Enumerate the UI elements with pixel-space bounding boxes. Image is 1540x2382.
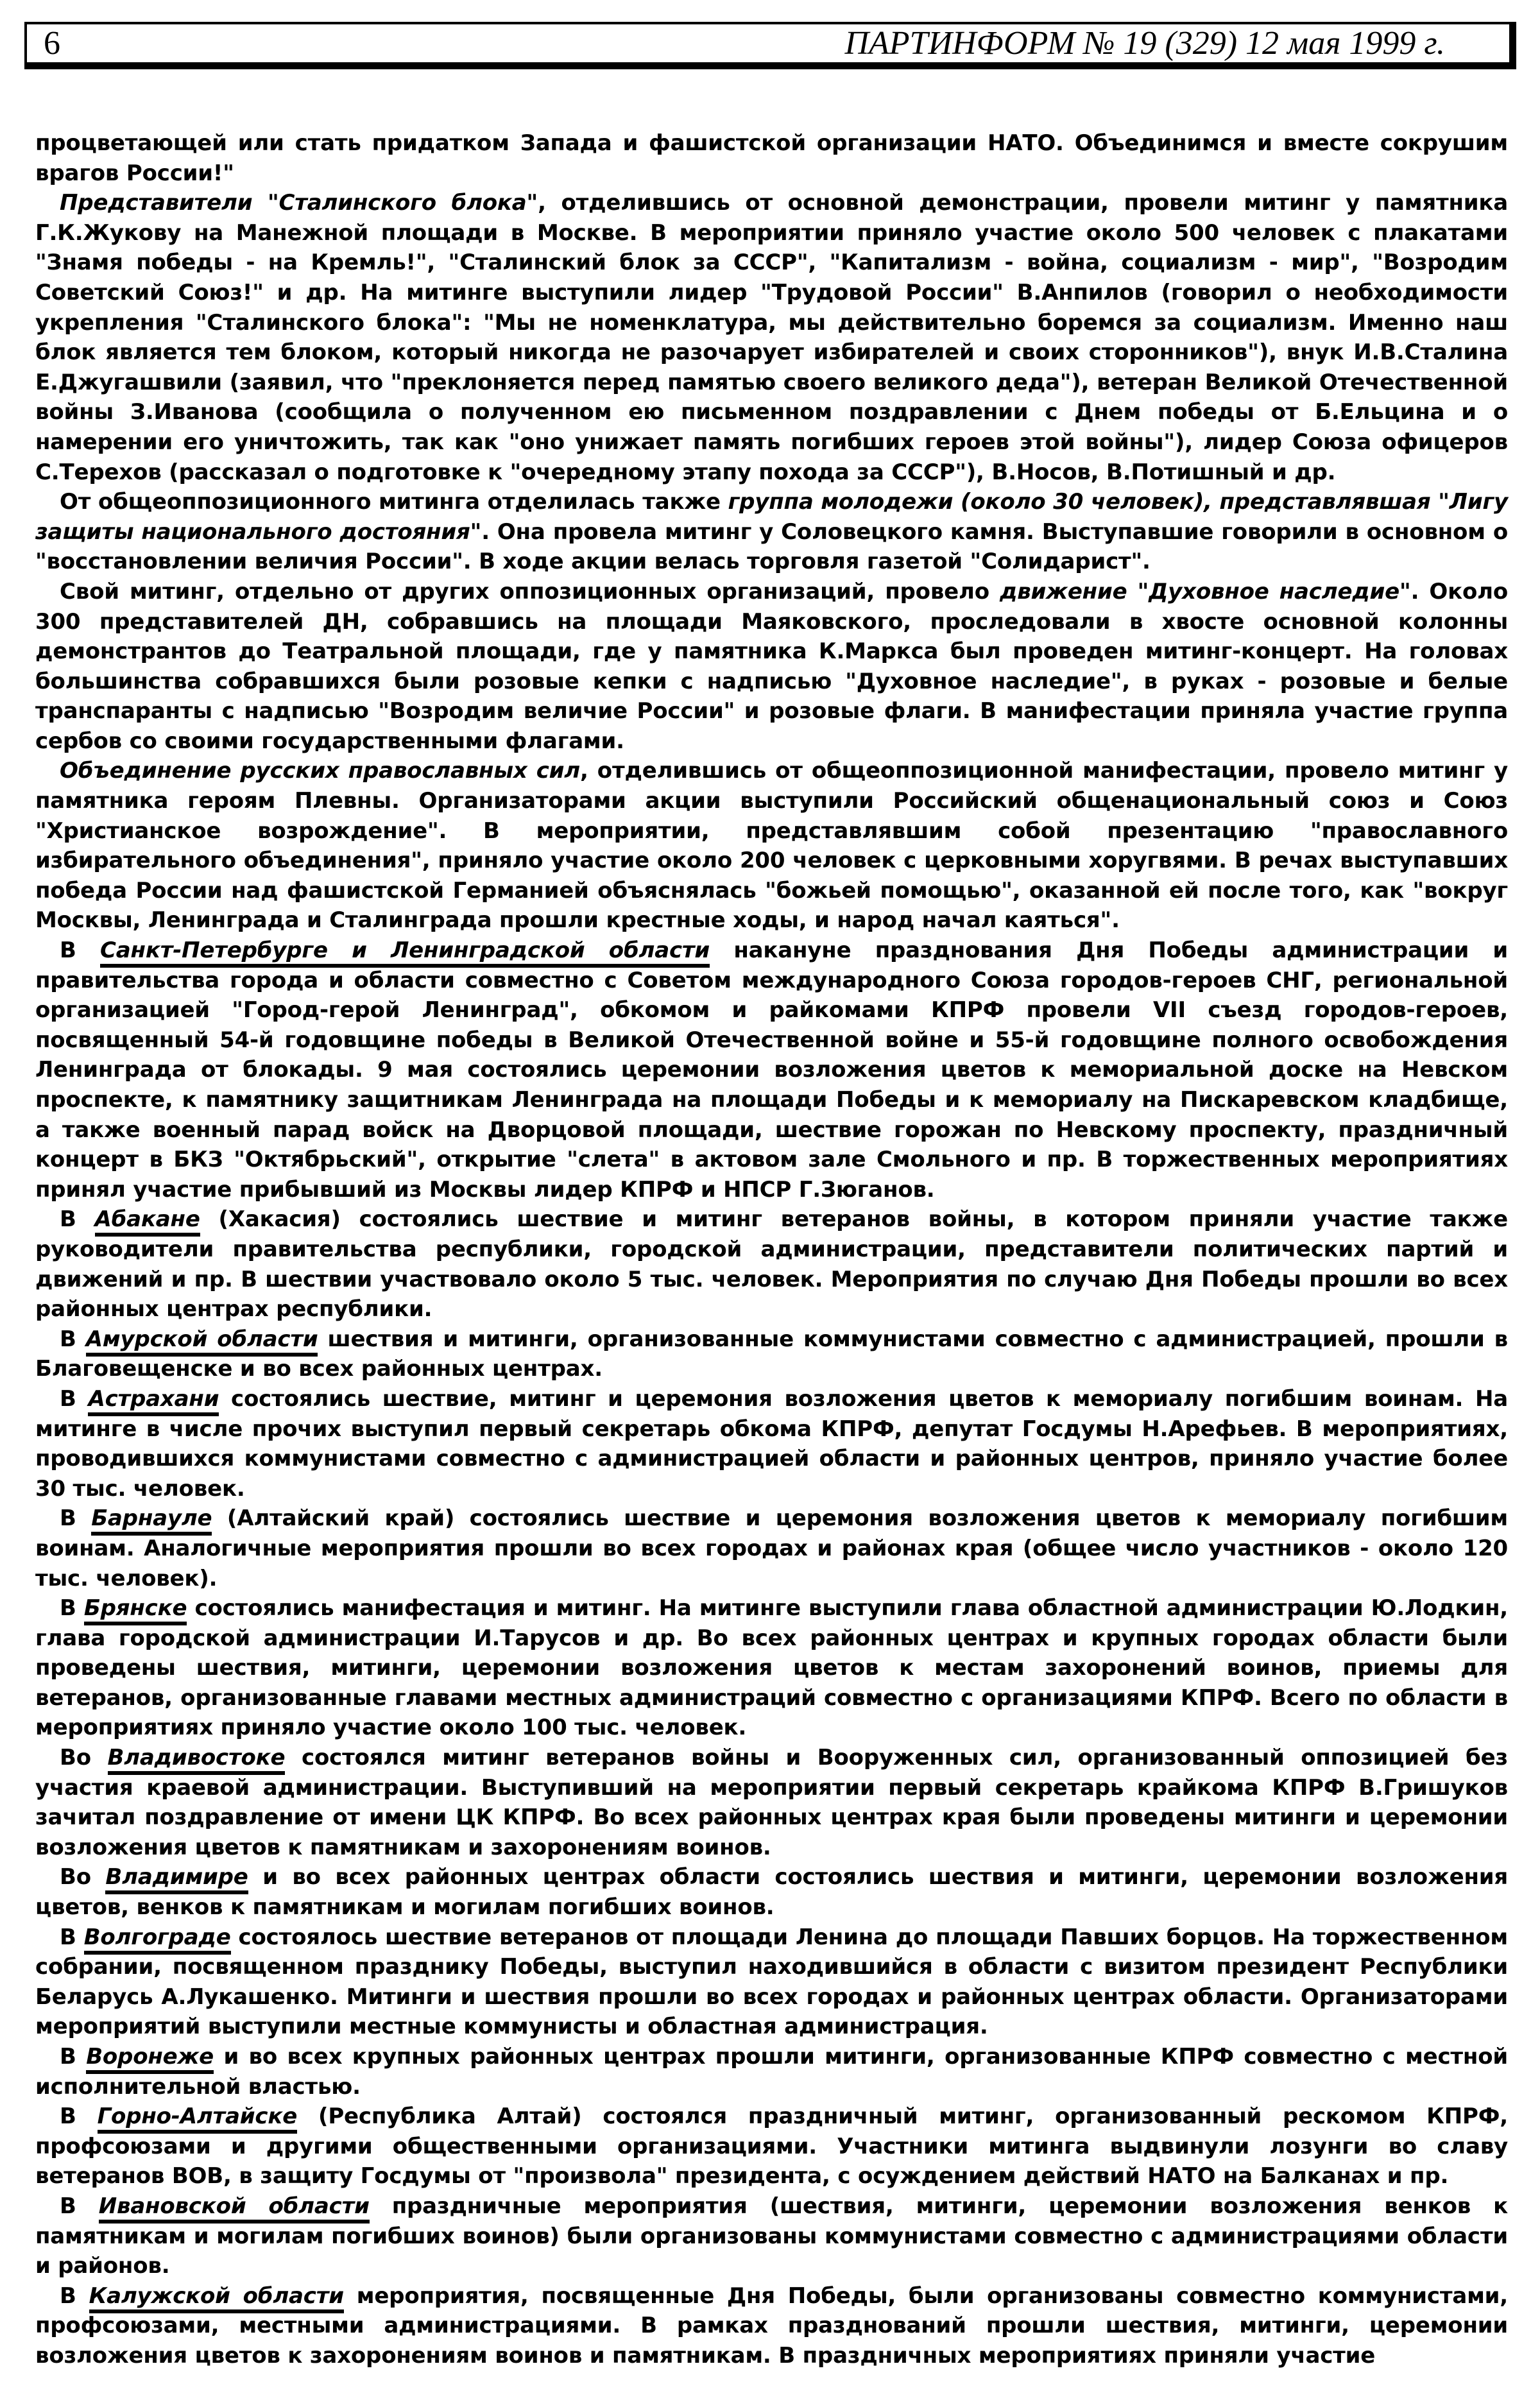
body-text: В <box>60 1505 92 1532</box>
paragraph <box>35 1204 1508 1324</box>
emphasis-text: Объединение русских православных сил <box>60 758 580 784</box>
place-name: Брянске <box>84 1595 187 1625</box>
place-name: Астрахани <box>88 1386 219 1416</box>
body-text: В <box>60 1385 89 1412</box>
article-body <box>35 128 1508 2371</box>
body-text: мероприятия, посвященные Дня Победы, были организованы совместно коммунистами, профсоюзами, местными администрациями. В рамках празднований прошли шествия, митинги, церемонии возложения цветов к захоронениям воинов и памятникам. В праздничных мероприятиях приняли участие <box>35 2283 1508 2369</box>
body-text: В <box>60 2044 87 2069</box>
body-text: процветающей или стать придатком Запада и фашистской организации НАТО. Объединимся и вместе сокрушим врагов России!" <box>35 130 1508 186</box>
paragraph <box>35 1593 1508 1743</box>
paragraph <box>35 1324 1508 1384</box>
place-name: Воронеже <box>86 2044 214 2074</box>
body-text: накануне празднования Дня Победы администрации и правительства города и области совместно с Советом международного Союза городов-героев СНГ, региональной организацией "Город-герой Ленинград", обкомом и райкомами КПРФ провели VII съезд городов-героев, посвященный 54-й годовщине победы в Великой Отечественной войне и 55-й годовщине полного освобождения Ленинграда от блокады. 9 мая состоялись церемонии возложения цветов к мемориальной доске на Невском проспекте, к памятнику защитникам Ленинграда на площади Победы и к мемориалу на Пискаревском кладбище, а также военный парад войск на Дворцовой площади, шествие горожан по Невскому проспекту, праздничный концерт в БКЗ "Октябрьский", открытие "слета" в актовом зале Смольного и пр. В торжественных мероприятиях принял участие прибывший из Москвы лидер КПРФ и НПСР Г.Зюганов. <box>35 938 1509 1203</box>
emphasis-text: Представители "Сталинского блока" <box>60 190 538 216</box>
body-text: и во всех районных центрах области состоялись шествия и митинги, церемонии возложения цветов, венков к памятникам и могилам погибших воинов. <box>35 1864 1508 1921</box>
place-name: Санкт-Петербурге и Ленинградской области <box>100 938 710 968</box>
paragraph <box>35 2042 1508 2102</box>
place-name: Владивостоке <box>108 1745 286 1775</box>
body-text: Во <box>60 1745 108 1771</box>
body-text: В <box>60 1206 95 1233</box>
place-name: Абакане <box>95 1206 200 1237</box>
body-text: В <box>60 1595 84 1622</box>
place-name: Волгограде <box>84 1924 231 1955</box>
body-text: В <box>60 1924 84 1950</box>
paragraph <box>35 2191 1508 2281</box>
body-text: Во <box>60 1864 106 1890</box>
body-text: В <box>60 2104 98 2130</box>
body-text: и во всех крупных районных центрах прошли митинги, организованные КПРФ совместно с местной исполнительной властью. <box>35 2044 1508 2100</box>
body-text: . Она провела митинг у Соловецкого камня. Выступавшие говорили в основном о "восстановлении величия России". В ходе акции велась торговля газетой "Солидарист". <box>35 518 1508 575</box>
body-text: , отделившись от основной демонстрации, провели митинг у памятника Г.К.Жукову на Манежной площади в Москве. В мероприятии приняло участие около 500 человек с плакатами "Знамя победы - на Кремль!", "Сталинский блок за СССР", "Капитализм - война, социализм - мир", "Возродим Советский Союз!" и др. На митинге выступили лидер "Трудовой России" В.Анпилов (говорил о необходимости укрепления "Сталинского блока": "Мы не номенклатура, мы действительно боремся за социализм. Именно наш блок является тем блоком, который никогда не разочарует избирателей и своих сторонников"), внук И.В.Сталина Е.Джугашвили (заявил, что "преклоняется перед памятью своего великого деда"), ветеран Великой Отечественной войны З.Иванова (сообщила о полученном ею письменном поздравлении с Днем победы от Б.Ельцина и о намерении его уничтожить, так как "оно унижает память погибших героев этой войны"), лидер Союза офицеров С.Терехов (рассказал о подготовке к "очередному этапу похода за СССР"), В.Носов, В.Потишный и др. <box>35 190 1508 485</box>
place-name: Барнауле <box>91 1505 212 1536</box>
body-text: шествия и митинги, организованные коммунистами совместно с администрацией, прошли в Благовещенске и во всех районных центрах. <box>35 1326 1508 1382</box>
body-text: состоялись манифестация и митинг. На митинге выступили глава областной администрации Ю.Лодкин, глава городской администрации И.Тарусов и др. Во всех районных центрах и крупных городах области были проведены шествия, митинги, церемонии возложения цветов к местам захоронений воинов, приемы для ветеранов, организованные главами местных администраций совместно с организациями КПРФ. Всего по области в мероприятиях приняло участие около 100 тыс. человек. <box>35 1595 1508 1741</box>
body-text: В <box>60 1326 86 1352</box>
place-name: Амурской области <box>86 1326 318 1357</box>
paragraph <box>35 487 1508 577</box>
place-name: Ивановской области <box>99 2193 370 2223</box>
emphasis-text: движение "Духовное наследие" <box>999 578 1411 604</box>
body-text: (Хакасия) состоялись шествие и митинг ветеранов войны, в котором приняли участие также руководители правительства республики, городской администрации, представители политических партий и движений и пр. В шествии участвовало около 5 тыс. человек. Мероприятия по случаю Дня Победы прошли во всех районных центрах республики. <box>35 1206 1508 1323</box>
body-text: , отделившись от общеоппозиционной манифестации, провело митинг у памятника героям Плевны. Организаторами акции выступили Российский общенациональный союз и Союз "Христианское возрождение". В мероприятии, представлявшим собой презентацию "православного избирательного объединения", приняло участие около 200 человек с церковными хоругвями. В речах выступавших победа России над фашистской Германией объяснялась "божьей помощью", оказанной ей после того, как "вокруг Москвы, Ленинграда и Сталинграда прошли крестные ходы, и народ начал каяться". <box>35 758 1508 934</box>
paragraph <box>35 756 1508 936</box>
body-text: состоялись шествие, митинг и церемония возложения цветов к мемориалу погибшим воинам. На митинге в числе прочих выступил первый секретарь обкома КПРФ, депутат Госдумы Н.Арефьев. В мероприятиях, проводившихся коммунистами совместно с администрацией области и районных центров, приняло участие более 30 тыс. человек. <box>35 1385 1508 1502</box>
paragraph <box>35 1862 1508 1922</box>
body-text: В <box>60 2193 99 2219</box>
body-text: состоялся митинг ветеранов войны и Вооруженных сил, организованный оппозицией без участия краевой администрации. Выступивший на мероприятии первый секретарь крайкома КПРФ В.Гришуков зачитал поздравление от имени ЦК КПРФ. Во всех районных центрах края были проведены митинги и церемонии возложения цветов к памятникам и захоронениям воинов. <box>35 1745 1508 1860</box>
paragraph <box>35 2102 1508 2191</box>
place-name: Калужской области <box>89 2283 344 2313</box>
paragraph <box>35 577 1508 757</box>
body-text: (Алтайский край) состоялись шествие и церемония возложения цветов к мемориалу погибшим воинам. Аналогичные мероприятия прошли во всех городах и районах края (общее число участников - около 120 тыс. человек). <box>35 1505 1508 1591</box>
place-name: Владимире <box>105 1864 248 1894</box>
issue-title: ПАРТИНФОРМ № 19 (329) 12 мая 1999 г. <box>844 24 1445 62</box>
paragraph <box>35 936 1508 1204</box>
body-text: состоялось шествие ветеранов от площади Ленина до площади Павших борцов. На торжественном собрании, посвященном празднику Победы, выступил находившийся в области с визитом президент Республики Беларусь А.Лукашенко. Митинги и шествия прошли во всех городах и районных центрах области. Организаторами мероприятий выступили местные коммунисты и областная администрация. <box>35 1924 1508 2040</box>
emphasis-text: группа молодежи (около 30 человек), представлявшая "Лигу защиты национального достояния" <box>35 489 1509 545</box>
paragraph <box>35 1504 1508 1593</box>
paragraph <box>35 128 1508 188</box>
paragraph <box>35 2281 1508 2371</box>
body-text: В <box>60 2283 89 2309</box>
paragraph <box>35 1743 1508 1862</box>
body-text: праздничные мероприятия (шествия, митинги, церемонии возложения венков к памятникам и могилам погибших воинов) были организованы коммунистами совместно с администрациями области и районов. <box>35 2193 1509 2279</box>
place-name: Горно-Алтайске <box>98 2104 298 2134</box>
paragraph <box>35 188 1508 487</box>
body-text: Свой митинг, отдельно от других оппозиционных организаций, провело <box>60 578 1000 604</box>
page-number: 6 <box>44 24 60 62</box>
paragraph <box>35 1923 1508 2042</box>
paragraph <box>35 1384 1508 1504</box>
body-text: В <box>60 938 101 964</box>
body-text: (Республика Алтай) состоялся праздничный митинг, организованный рескомом КПРФ, профсоюзами и другими общественными организациями. Участники митинга выдвинули лозунги во славу ветеранов ВОВ, в защиту Госдумы от "произвола" президента, с осуждением действий НАТО на Балканах и пр. <box>35 2104 1508 2189</box>
page-header <box>24 22 1516 69</box>
body-text: От общеоппозиционного митинга отделилась также <box>60 489 728 515</box>
body-text: . Около 300 представителей ДН, собравшись на площади Маяковского, проследовали в хвосте основной колонны демонстрантов до Театральной площади, где у памятника К.Маркса был проведен митинг-концерт. На головах большинства собравшихся были розовые кепки с надписью "Духовное наследие", в руках - розовые и белые транспаранты с надписью "Возродим величие России" и розовые флаги. В манифестации приняла участие группа сербов со своими государственными флагами. <box>35 578 1508 754</box>
